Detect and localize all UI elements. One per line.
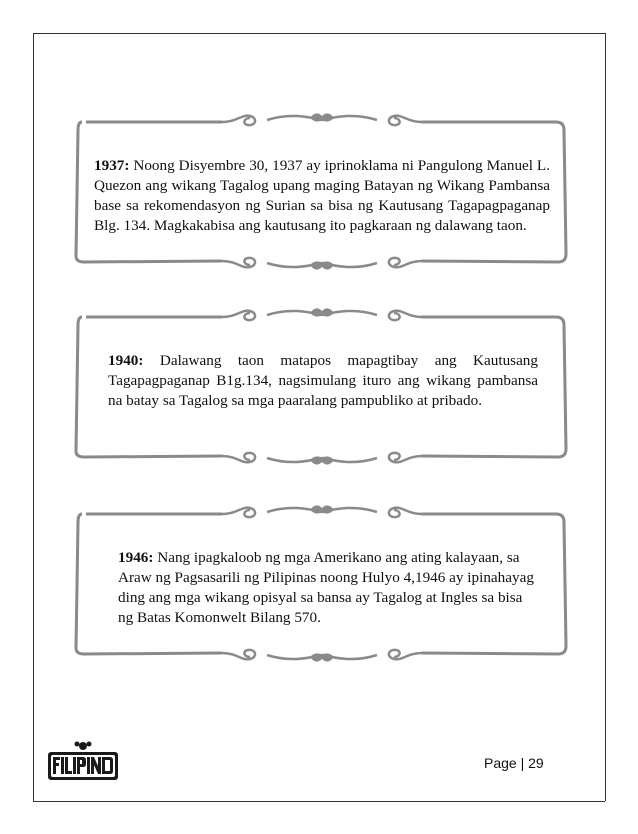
- page-border-bottom: [33, 801, 605, 802]
- entry-text-1937: [94, 156, 550, 236]
- timeline-box-1946: [72, 500, 570, 660]
- timeline-box-1940: [72, 303, 570, 463]
- page-border-left: [33, 33, 34, 801]
- entry-body-1940: Dalawang taon matapos mapagtibay ang Kautusang Tagapagpaganap B1g.134, nagsimulang ituro ang wikang pambansa na batay sa Tagalog sa mga paaralang pampubliko at pribado.: [108, 352, 538, 409]
- filipino-logo: [46, 738, 120, 784]
- entry-body-1937: Noong Disyembre 30, 1937 ay iprinoklama ni Pangulong Manuel L. Quezon ang wikang Tagalog upang maging Batayan ng Wikang Pambansa base sa rekomendasyon ng Surian sa bisa ng Kautusang Tagapagpaganap Blg. 134. Magkakabisa ang kautusang ito pagkaraan ng dalawang taon.: [94, 157, 550, 234]
- page-number: Page | 29: [484, 755, 544, 771]
- timeline-box-1937: [72, 108, 570, 268]
- entry-year-1940: 1940:: [108, 352, 144, 369]
- entry-body-1946: Nang ipagkaloob ng mga Amerikano ang ating kalayaan, sa Araw ng Pagsasarili ng Pilipinas noong Hulyo 4,1946 ay ipinahayag ding ang mga wikang opisyal sa bansa ay Tagalog at Ingles sa bisa ng Batas Komonwelt Bilang 570.: [118, 549, 534, 626]
- page-border-right: [605, 33, 606, 801]
- entry-text-1946: [118, 548, 538, 628]
- entry-text-1940: [108, 351, 538, 411]
- entry-year-1946: 1946:: [118, 549, 154, 566]
- page-border-top: [33, 33, 605, 34]
- entry-year-1937: 1937:: [94, 157, 130, 174]
